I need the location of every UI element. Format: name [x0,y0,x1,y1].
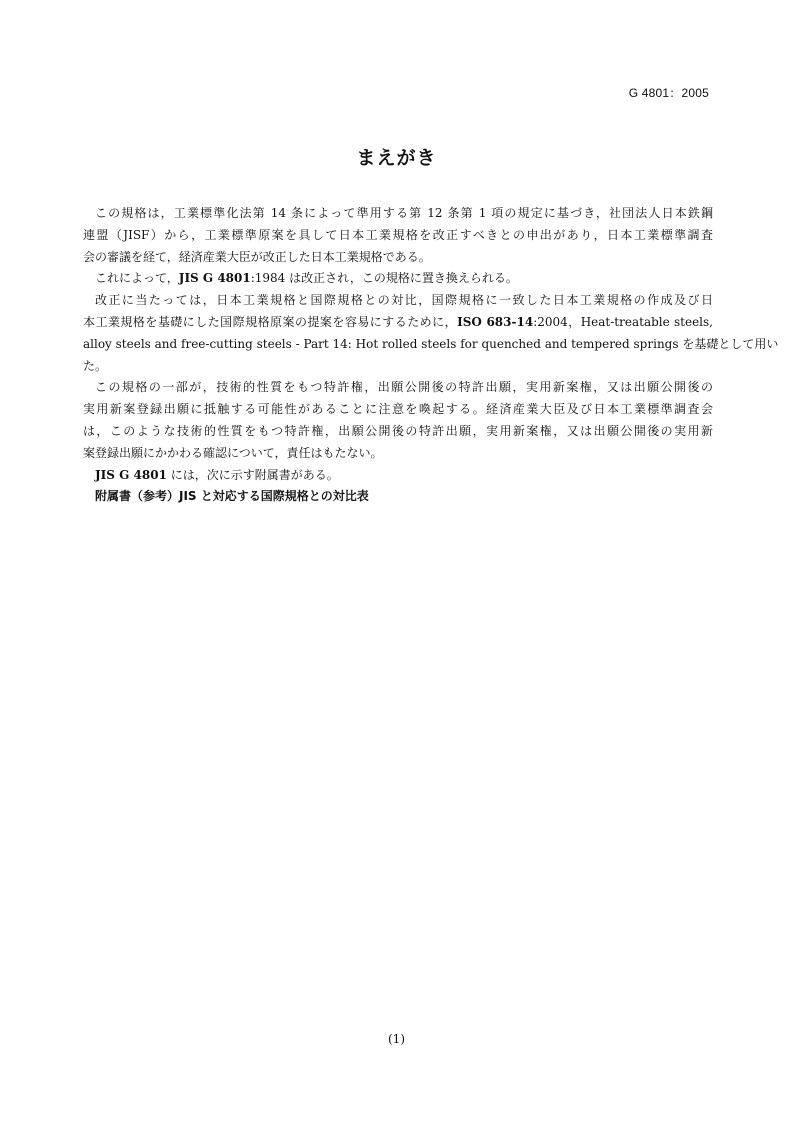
page-number: (1) [388,1032,405,1046]
paragraph-text: 本工業規格を基礎にした国際規格原案の提案を容易にするために， [83,314,458,329]
paragraph-1 [83,203,713,268]
annex-listing: 附属書（参考）JIS と対応する国際規格との対比表 [95,489,369,504]
paragraph-line: 会の審議を経て，経済産業大臣が改正した日本工業規格である。 [83,249,431,264]
paragraph-line: この規格の一部が，技術的性質をもつ特許権，出願公開後の特許出願，実用新案権，又は出願公開後の [95,380,713,395]
document-number: G 4801：2005 [628,86,709,100]
standard-reference: JIS G 4801 [95,467,167,482]
paragraph-line: この規格は，工業標準化法第 14 条によって準用する第 12 条第 1 項の規定に基づき，社団法人日本鉄鋼 [95,206,713,220]
paragraph-line [83,312,713,334]
standard-reference: JIS G 4801 [178,271,251,286]
paragraph-line [83,465,713,487]
paragraph-line: 改正に当たっては，日本工業規格と国際規格との対比，国際規格に一致した日本工業規格の作成及び日 [95,293,713,308]
paragraph-line: は，このような技術的性質をもつ特許権，出願公開後の特許出願，実用新案権，又は出願公開後の実用新 [83,423,713,438]
paragraph-4 [83,377,713,464]
paragraph-line: 実用新案登録出願に抵触する可能性があることに注意を喚起する。経済産業大臣及び日本工業標準調査会 [83,402,713,417]
paragraph-5 [83,465,713,487]
paragraph-line [83,268,713,290]
paragraph-line: 連盟（JISF）から，工業標準原案を具して日本工業規格を改正すべきとの申出があり，日本工業標準調査 [83,227,713,242]
paragraph-3 [83,290,779,377]
paragraph-line: alloy steels and free-cutting steels - Part 14: Hot rolled steels for quenched and tempered springs を基礎として用い [83,336,779,351]
paragraph-text: これによって， [95,271,179,286]
iso-reference: ISO 683-14 [457,314,534,329]
paragraph-text: :1984 は改正され，この規格に置き換えられる。 [250,271,518,286]
page-title: まえがき [356,147,437,169]
paragraph-2 [83,268,713,290]
paragraph-text: には，次に示す附属書がある。 [166,467,339,482]
foreword-body [83,203,779,508]
paragraph-text: :2004，Heat-treatable steels, [533,314,713,329]
paragraph-line: 案登録出願にかかわる確認について，責任はもたない。 [83,445,383,460]
paragraph-6 [83,486,713,508]
paragraph-line: た。 [83,358,108,373]
